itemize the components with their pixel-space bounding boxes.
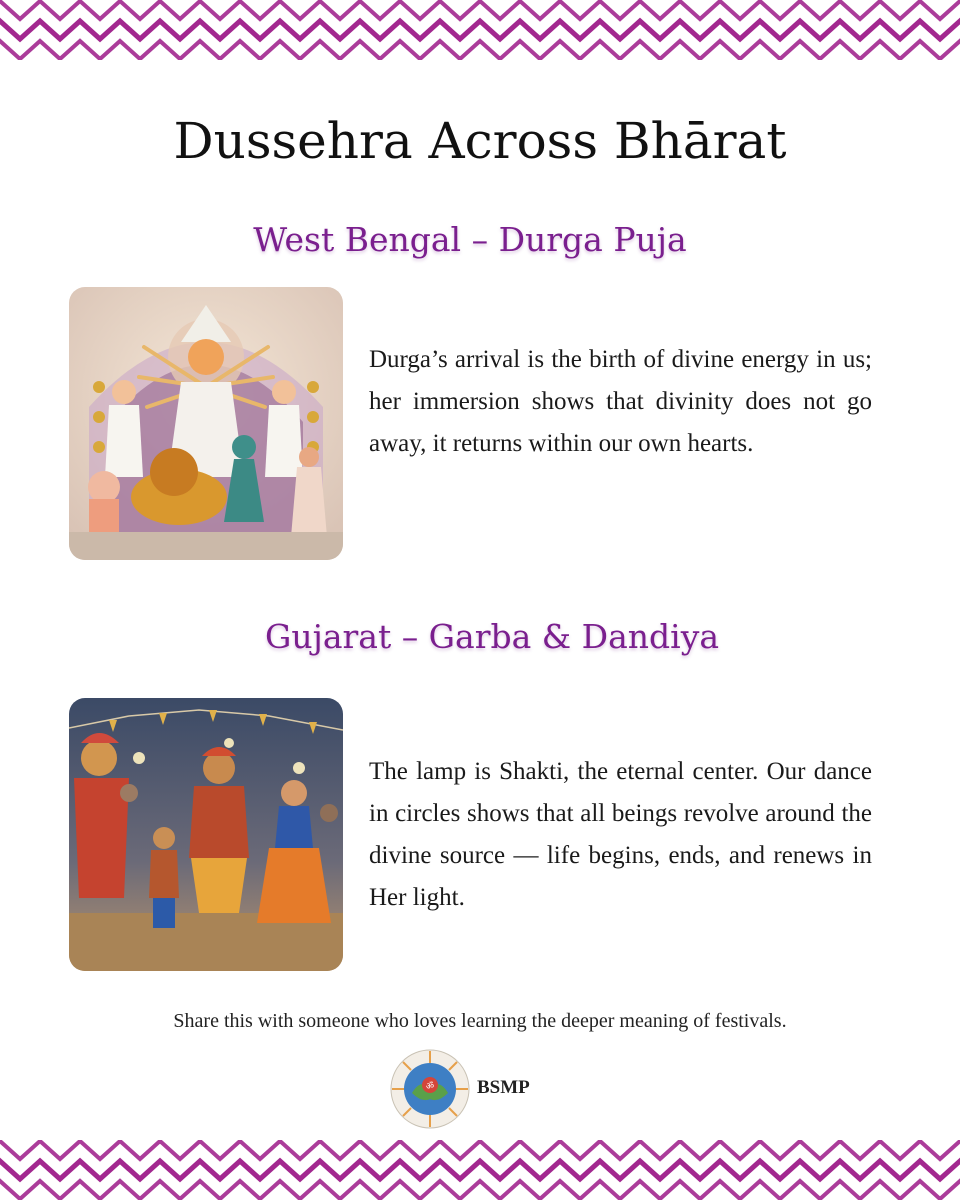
logo-label: BSMP <box>477 1077 530 1098</box>
section-text-west-bengal: Durga’s arrival is the birth of divine energy in us; her immersion shows that divinity does not go away, it returns within our own hearts. <box>369 346 872 457</box>
section-text-gujarat: The lamp is Shakti, the eternal center. Our dance in circles shows that all beings revolve around the divine source — life begins, ends, and renews in Her light. <box>369 758 872 911</box>
bottom-zigzag-border <box>0 1140 960 1200</box>
top-zigzag-border <box>0 0 960 60</box>
page-title: Dussehra Across Bhārat <box>173 112 787 170</box>
section-heading-west-bengal: West Bengal – Durga Puja <box>253 220 687 259</box>
svg-text:ॐ: ॐ <box>425 1082 435 1092</box>
share-text: Share this with someone who loves learning the deeper meaning of festivals. <box>173 1010 787 1032</box>
bsmp-emblem-icon <box>390 1049 470 1129</box>
section-heading-gujarat: Gujarat – Garba & Dandiya <box>264 617 720 656</box>
garba-dancers-illustration <box>69 698 343 971</box>
durga-idol-illustration <box>69 287 343 560</box>
